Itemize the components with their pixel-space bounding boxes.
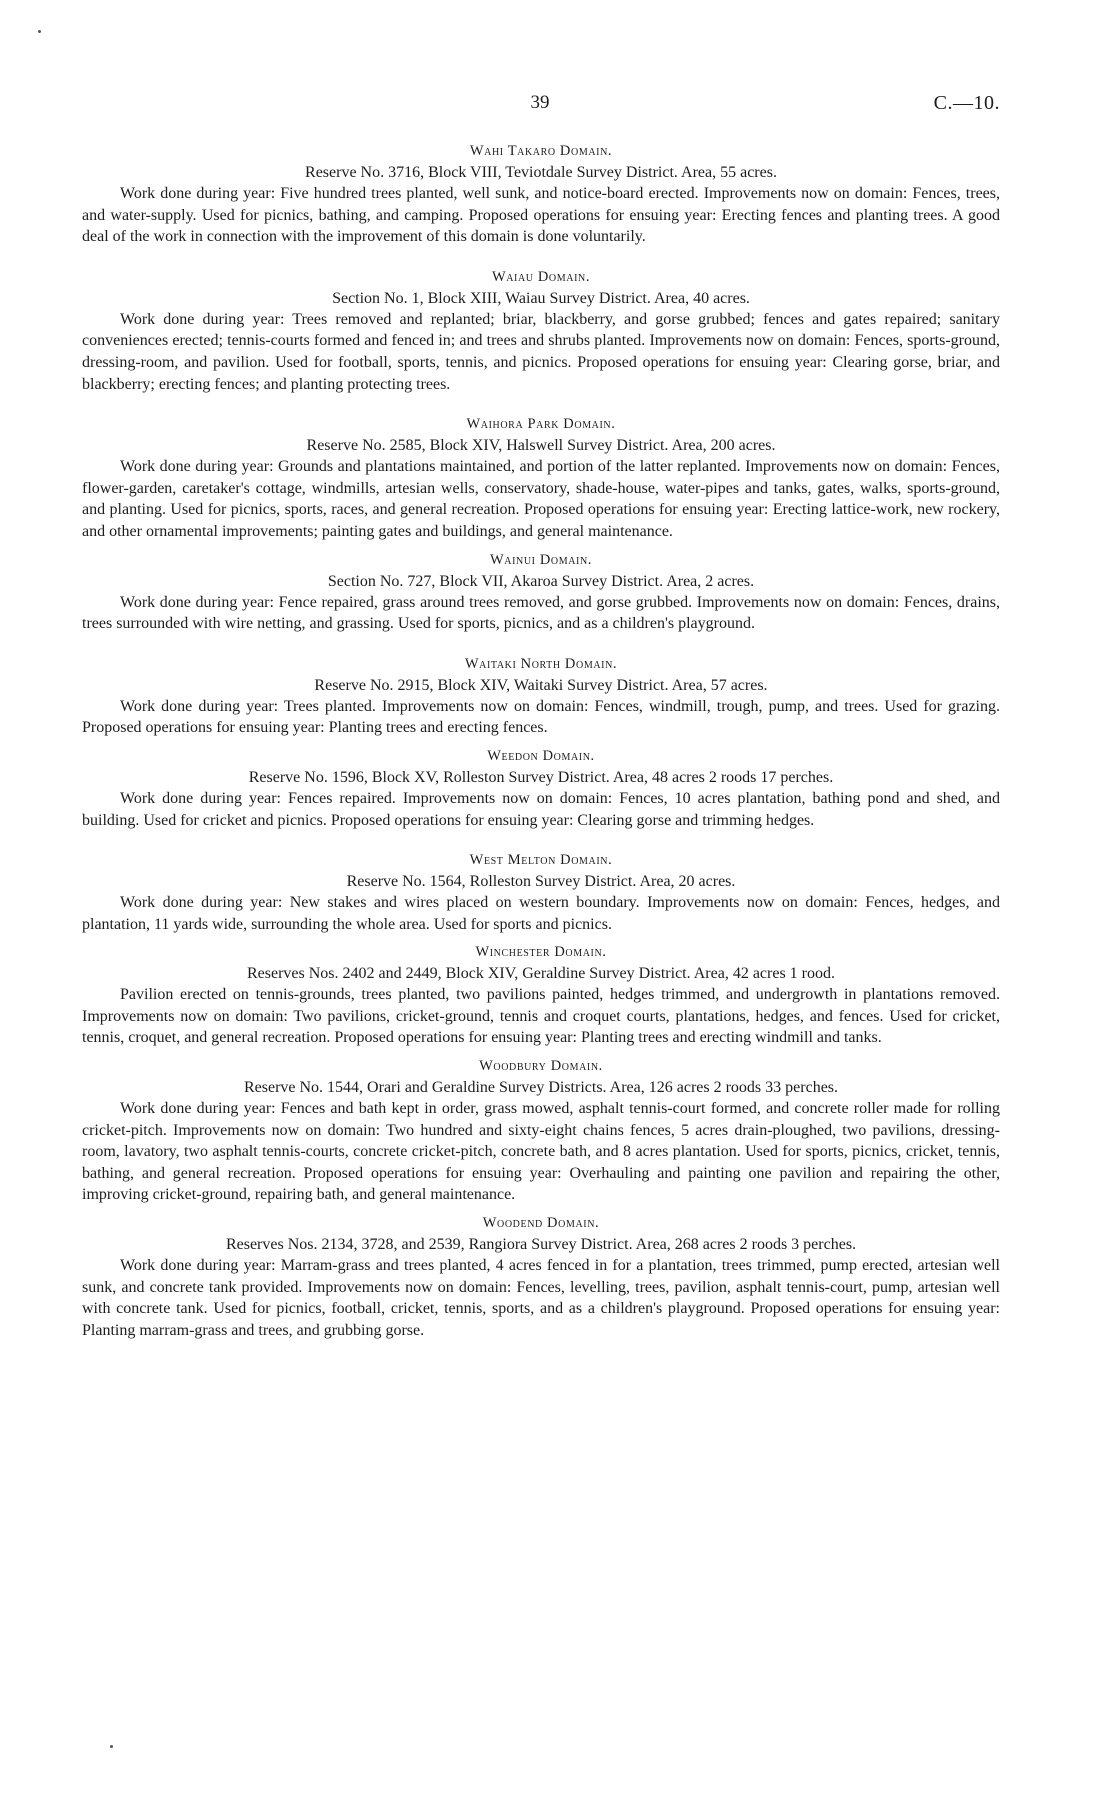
reserve-line: Reserve No. 1564, Rolleston Survey District. Area, 20 acres. bbox=[346, 873, 736, 891]
reserve-line: Reserve No. 1544, Orari and Geraldine Survey Districts. Area, 126 acres 2 roods 33 perches. bbox=[243, 1079, 839, 1097]
domain-entry-west-melton bbox=[82, 850, 1000, 935]
reserve-line: Reserve No. 2585, Block XIV, Halswell Survey District. Area, 200 acres. bbox=[306, 437, 776, 455]
domain-title: Winchester Domain. bbox=[475, 944, 607, 961]
domain-description: Work done during year: New stakes and wires placed on western boundary. Improvements now on domain: Fences, hedges, and plantation, 11 yards wide, surrounding the whole area. Used for sports and picnics. bbox=[82, 894, 1000, 933]
domain-title: Woodend Domain. bbox=[482, 1215, 600, 1232]
reserve-line: Reserve No. 3716, Block VIII, Teviotdale Survey District. Area, 55 acres. bbox=[305, 164, 777, 181]
domain-title: Woodbury Domain. bbox=[479, 1058, 603, 1075]
page-content bbox=[82, 141, 1000, 1341]
domain-description: Work done during year: Trees removed and replanted; briar, blackberry, and gorse grubbed; fences and gates repaired; sanitary conveniences erected; tennis-courts formed and fenced in; and trees and shrubs planted. Improvements now on domain: Fences, sports-ground, dressing-room, and pavilion. Used for football, sports, tennis, and picnics. Proposed operations for ensuing year: Clearing gorse, briar, and blackberry; erecting fences; and planting protecting trees. bbox=[82, 310, 1000, 393]
domain-entry-waiau bbox=[82, 267, 1000, 395]
domain-entry-wainui bbox=[82, 550, 1000, 635]
section-spacer bbox=[82, 739, 1000, 746]
section-spacer bbox=[82, 1206, 1000, 1213]
section-spacer bbox=[82, 248, 1000, 267]
scan-speck bbox=[38, 30, 41, 33]
scan-speck bbox=[110, 1745, 113, 1748]
section-spacer bbox=[82, 543, 1000, 550]
section-spacer bbox=[82, 831, 1000, 850]
domain-description: Work done during year: Fences and bath kept in order, grass mowed, asphalt tennis-court formed, and concrete roller made for rolling cricket-pitch. Improvements now on domain: Two hundred and sixty-eight chains fences, 5 acres drain-ploughed, two pavilions, dressing-room, lavatory, two asphalt tennis-courts, concrete cricket-pitch, concrete bath, and 8 acres plantation. Used for sports, picnics, cricket, tennis, bathing, and general recreation. Proposed operations for ensuing year: Overhauling and painting one pavilion and repairing the other, improving cricket-ground, repairing bath, and general maintenance. bbox=[82, 1100, 1000, 1204]
domain-title: Waihora Park Domain. bbox=[466, 416, 616, 433]
domain-entry-woodbury bbox=[82, 1056, 1000, 1206]
domain-title: Weedon Domain. bbox=[487, 747, 595, 764]
domain-description: Work done during year: Grounds and plantations maintained, and portion of the latter replanted. Improvements now on domain: Fences, flower-garden, caretaker's cottage, windmills, artesian wells, conservatory, shade-house, water-pipes and tanks, gates, walks, sports-ground, and planting. Used for picnics, sports, races, and general recreation. Proposed operations for ensuing year: Erecting lattice-work, new rockery, and other ornamental improvements; painting gates and buildings, and general maintenance. bbox=[82, 458, 1000, 540]
domain-description: Work done during year: Marram-grass and trees planted, 4 acres fenced in for a plantation, trees trimmed, pump erected, artesian well sunk, and concrete tank provided. Improvements now on domain: Fences, levelling, trees, pavilion, asphalt tennis-court, pump, artesian well with concrete tank. Used for picnics, football, cricket, tennis, sports, and as a children's playground. Proposed operations for ensuing year: Planting marram-grass and trees, and grubbing gorse. bbox=[82, 1257, 1000, 1339]
domain-description: Work done during year: Fence repaired, grass around trees removed, and gorse grubbed. Improvements now on domain: Fences, drains, trees surrounded with wire netting, and grassing. Used for sports, picnics, and as a children's playground. bbox=[82, 593, 1000, 633]
reserve-line: Reserves Nos. 2402 and 2449, Block XIV, Geraldine Survey District. Area, 42 acres 1 rood. bbox=[246, 965, 836, 983]
section-spacer bbox=[82, 935, 1000, 942]
domain-description: Work done during year: Trees planted. Improvements now on domain: Fences, windmill, trough, pump, and trees. Used for grazing. Proposed operations for ensuing year: Planting trees and erecting fences. bbox=[82, 697, 1000, 737]
reserve-line: Reserve No. 1596, Block XV, Rolleston Survey District. Area, 48 acres 2 roods 17 perches. bbox=[248, 768, 834, 786]
section-spacer bbox=[82, 395, 1000, 414]
domain-entry-waitaki-north bbox=[82, 654, 1000, 739]
section-spacer bbox=[82, 1049, 1000, 1056]
domain-entry-winchester bbox=[82, 942, 1000, 1049]
document-reference: C.—10. bbox=[933, 92, 1000, 114]
section-spacer bbox=[82, 635, 1000, 654]
domain-entry-waihora-park bbox=[82, 414, 1000, 542]
domain-description: Work done during year: Fences repaired. Improvements now on domain: Fences, 10 acres plantation, bathing pond and shed, and building. Used for cricket and picnics. Proposed operations for ensuing year: Clearing gorse and trimming hedges. bbox=[82, 789, 1000, 829]
domain-title: Wahi Takaro Domain. bbox=[469, 143, 613, 159]
domain-title: West Melton Domain. bbox=[469, 852, 613, 869]
page-number: 39 bbox=[530, 92, 550, 113]
page-header bbox=[0, 92, 1114, 122]
domain-entry-weedon bbox=[82, 746, 1000, 831]
domain-title: Waitaki North Domain. bbox=[464, 655, 618, 672]
reserve-line: Reserves Nos. 2134, 3728, and 2539, Rangiora Survey District. Area, 268 acres 2 roods 3 perches. bbox=[225, 1236, 857, 1254]
domain-description: Pavilion erected on tennis-grounds, trees planted, two pavilions painted, hedges trimmed, and undergrowth in plantations removed. Improvements now on domain: Two pavilions, cricket-ground, tennis and croquet courts, plantations, hedges, and fences. Used for cricket, tennis, croquet, and general recreation. Proposed operations for ensuing year: Planting trees and erecting windmill and tanks. bbox=[82, 986, 1000, 1047]
domain-title: Wainui Domain. bbox=[489, 551, 593, 568]
domain-entry-woodend bbox=[82, 1213, 1000, 1341]
domain-title: Waiau Domain. bbox=[491, 268, 591, 285]
reserve-line: Section No. 727, Block VII, Akaroa Survey District. Area, 2 acres. bbox=[327, 572, 755, 590]
domain-entry-wahi-takaro bbox=[82, 141, 1000, 248]
reserve-line: Reserve No. 2915, Block XIV, Waitaki Survey District. Area, 57 acres. bbox=[314, 676, 768, 694]
reserve-line: Section No. 1, Block XIII, Waiau Survey District. Area, 40 acres. bbox=[332, 289, 750, 307]
domain-description: Work done during year: Five hundred trees planted, well sunk, and notice-board erected. Improvements now on domain: Fences, trees, and water-supply. Used for picnics, bathing, and camping. Proposed operations for ensuing year: Erecting fences and planting trees. A good deal of the work in connection with the improvement of this domain is done voluntarily. bbox=[82, 185, 1000, 246]
